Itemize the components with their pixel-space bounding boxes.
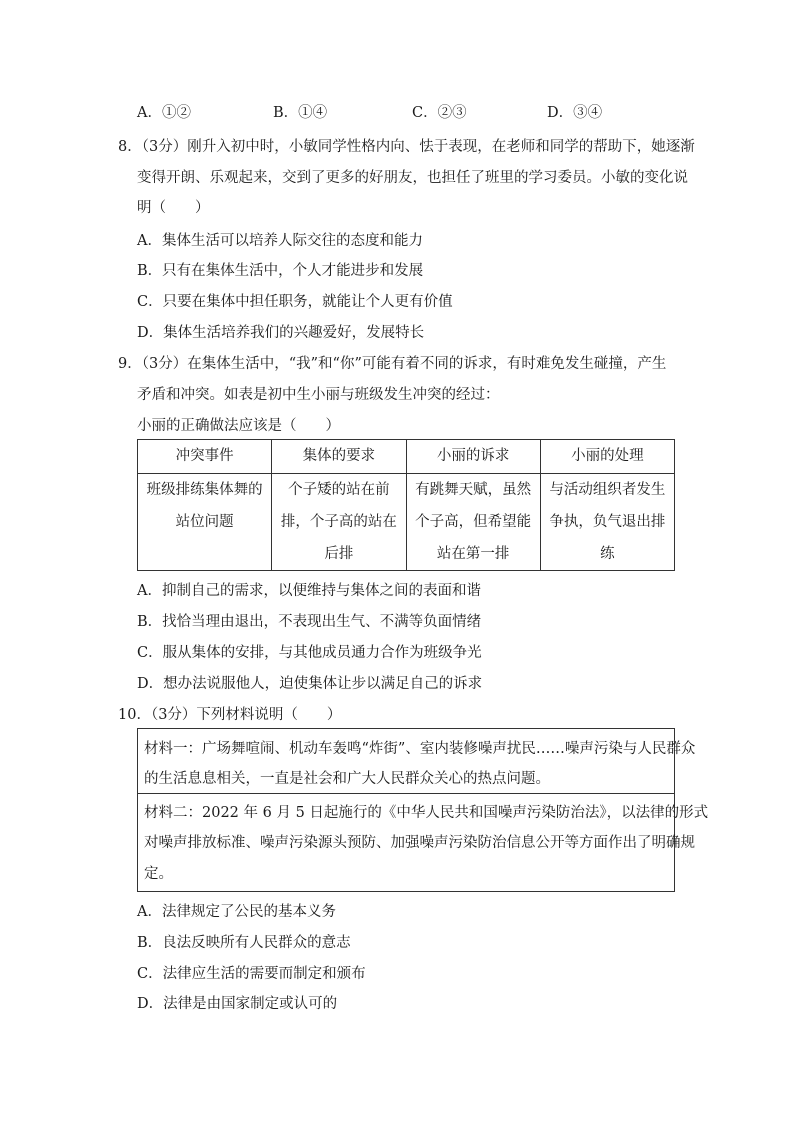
q9-stem-line-2: 矛盾和冲突。如表是初中生小丽与班级发生冲突的经过：	[137, 387, 500, 403]
q10-option-a[interactable]: A．法律规定了公民的基本义务	[137, 904, 336, 920]
q8-option-a[interactable]: A．集体生活可以培养人际交往的态度和能力	[137, 233, 423, 249]
q10-option-b[interactable]: B．良法反映所有人民群众的意志	[137, 935, 351, 951]
material-box	[137, 728, 709, 892]
material-divider	[137, 793, 675, 794]
q8-option-c[interactable]: C．只要在集体中担任职务，就能让个人更有价值	[137, 294, 453, 310]
q9-option-b[interactable]: B．找恰当理由退出，不表现出生气、不满等负面情绪	[137, 614, 482, 630]
table-row	[138, 474, 675, 571]
q10-option-c[interactable]: C．法律应生活的需要而制定和颁布	[137, 966, 366, 982]
table-header-row	[138, 440, 675, 474]
table-header-cell: 小丽的处理	[540, 440, 674, 474]
table-header-cell: 集体的要求	[272, 440, 406, 474]
table-cell	[540, 474, 674, 571]
material-1-line-2: 的生活息息相关，一直是社会和广大人民群众关心的热点问题。	[144, 771, 550, 787]
conflict-table	[137, 439, 675, 571]
q7-option-c[interactable]: C．②③	[412, 105, 467, 121]
q9-stem-line-3: 小丽的正确做法应该是（ ）	[137, 418, 340, 434]
q9-option-c[interactable]: C．服从集体的安排，与其他成员通力合作为班级争光	[137, 645, 482, 661]
q9-stem-line-1: 9．（3分）在集体生活中，“我”和“你”可能有着不同的诉求，有时难免发生碰撞，产生	[118, 356, 667, 372]
table-cell-text: 班级排练集体舞的站位问题	[146, 482, 263, 530]
material-2-line-1: 材料二：2022 年 6 月 5 日起施行的《中华人民共和国噪声污染防治法》，以法律的形式	[144, 805, 709, 821]
q7-option-d[interactable]: D．③④	[547, 105, 603, 121]
table-header-cell: 冲突事件	[138, 440, 272, 474]
q8-option-b[interactable]: B．只有在集体生活中，个人才能进步和发展	[137, 263, 424, 279]
table-cell	[272, 474, 406, 571]
q8-stem-line-2: 变得开朗、乐观起来，交到了更多的好朋友，也担任了班里的学习委员。小敏的变化说	[137, 170, 688, 186]
table-header-cell: 小丽的诉求	[406, 440, 540, 474]
table-cell	[406, 474, 540, 571]
q8-option-d[interactable]: D．集体生活培养我们的兴趣爱好，发展特长	[137, 325, 425, 341]
q7-option-a[interactable]: A．①②	[137, 105, 191, 121]
material-2-line-2: 对噪声排放标准、噪声污染源头预防、加强噪声污染防治信息公开等方面作出了明确规	[144, 835, 695, 851]
table-cell-text: 个子矮的站在前排，个子高的站在后排	[280, 482, 397, 562]
table-cell	[138, 474, 272, 571]
q8-stem-line-3: 明（ ）	[137, 200, 210, 216]
q7-option-b[interactable]: B．①④	[273, 105, 328, 121]
material-1-line-1: 材料一：广场舞喧闹、机动车轰鸣“炸街”、室内装修噪声扰民……噪声污染与人民群众	[144, 741, 696, 757]
q9-option-a[interactable]: A．抑制自己的需求，以便维持与集体之间的表面和谐	[137, 583, 481, 599]
q10-option-d[interactable]: D．法律是由国家制定或认可的	[137, 996, 338, 1012]
q10-stem: 10．（3分）下列材料说明（ ）	[118, 707, 342, 723]
material-2-line-3: 定。	[144, 866, 173, 882]
q8-stem-line-1: 8．（3分）刚升入初中时，小敏同学性格内向、怯于表现，在老师和同学的帮助下，她逐渐	[118, 139, 695, 155]
q9-option-d[interactable]: D．想办法说服他人，迫使集体让步以满足自己的诉求	[137, 676, 483, 692]
q7-options	[0, 101, 794, 123]
table-cell-text: 与活动组织者发生争执，负气退出排练	[549, 482, 666, 562]
table-cell-text: 有跳舞天赋，虽然个子高，但希望能站在第一排	[415, 482, 532, 562]
